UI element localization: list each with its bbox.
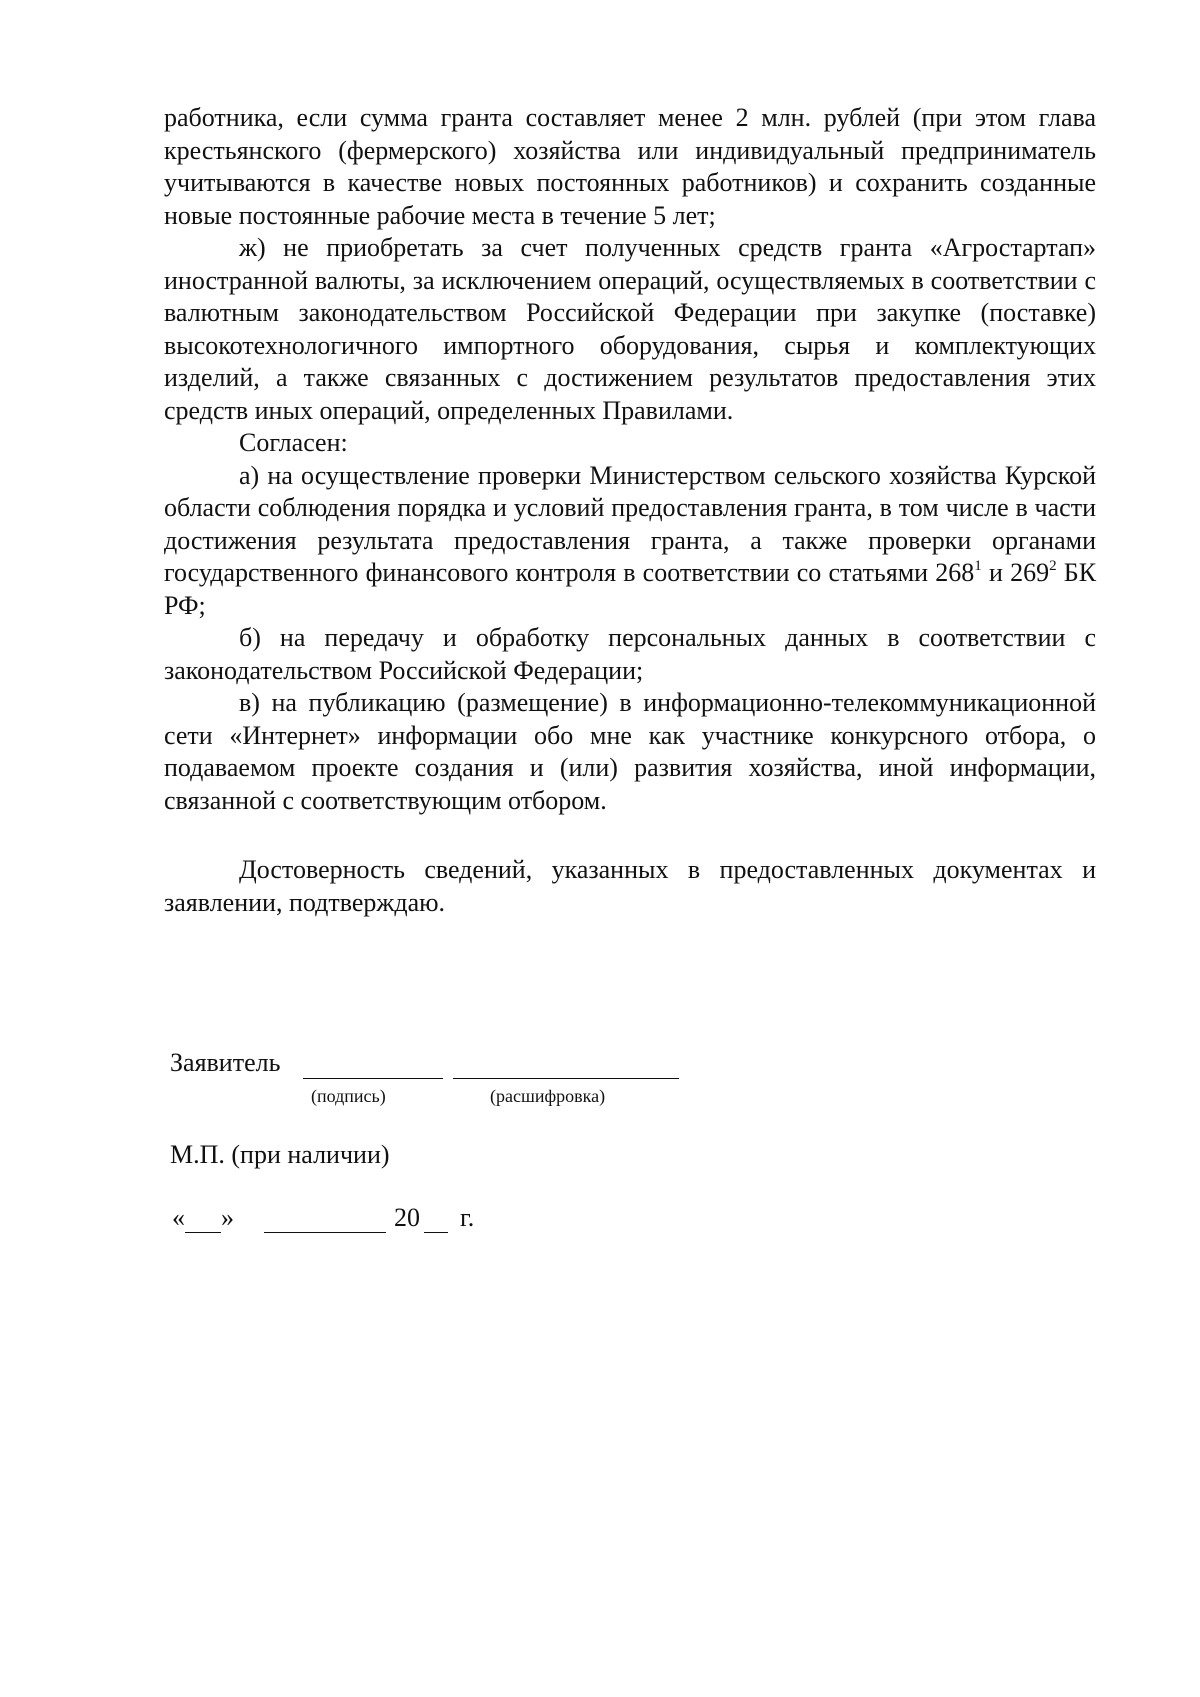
- paragraph-publication: в) на публикацию (размещение) в информационно-телекоммуникационной сети «Интернет» информации обо мне как участнике конкурсного отбора, о подаваемом проекте создания и (или) развития хозяйства, иной информации, связанной с соответствующим отбором.: [164, 688, 1096, 815]
- paragraph-currency: ж) не приобретать за счет полученных средств гранта «Агростартап» иностранной валюты, за исключением операций, осуществляемых в соответствии с валютным законодательством Российской Федерации при закупке (поставке) высокотехнологичного импортного оборудования, сырья и комплектующих изделий, а также связанных с достижением результатов предоставления этих средств иных операций, определенных Правилами.: [164, 233, 1096, 425]
- signature-caption: (подпись): [311, 1086, 386, 1106]
- seal-label: М.П. (при наличии): [170, 1140, 390, 1169]
- conjunction: и: [988, 558, 1003, 587]
- day-line: [185, 1232, 221, 1233]
- date-open-quote: «: [172, 1203, 185, 1232]
- article-ref-2: $269^2$: [1010, 558, 1057, 587]
- signature-line: [303, 1078, 443, 1079]
- decoding-caption: (расшифровка): [490, 1086, 606, 1106]
- date-field: [172, 1203, 572, 1243]
- paragraph-confirmation: Достоверность сведений, указанных в предоставленных документах и заявлении, подтверждаю.: [164, 855, 1096, 917]
- signature-block: [170, 1048, 770, 1108]
- date-close-quote: »: [221, 1203, 234, 1232]
- year-prefix: 20: [394, 1203, 420, 1232]
- decoding-line: [453, 1078, 679, 1079]
- agree-heading: Согласен:: [239, 428, 348, 457]
- document-body: [164, 102, 1096, 919]
- year-suffix: г.: [460, 1203, 475, 1232]
- paragraph-inspection-text: а) на осуществление проверки Министерством сельского хозяйства Курской области соблюдения порядка и условий предоставления гранта, в том числе в части достижения результата предоставления гранта, а также проверки органами государственного финансового контроля в соответствии со статьями: [164, 460, 1096, 587]
- paragraph-inspection-tail: БК РФ;: [164, 558, 1097, 620]
- paragraph-employment: работника, если сумма гранта составляет менее 2 млн. рублей (при этом глава крестьянского (фермерского) хозяйства или индивидуальный предприниматель учитываются в качестве новых постоянных работников) и сохранить созданные новые постоянные рабочие места в течение 5 лет;: [164, 103, 1096, 230]
- paragraph-inspection: [164, 460, 1096, 623]
- year-line: [424, 1232, 448, 1233]
- article-ref-1: $268^1$: [935, 558, 982, 587]
- month-line: [264, 1232, 386, 1233]
- applicant-label: Заявитель: [170, 1048, 281, 1077]
- paragraph-personal-data: б) на передачу и обработку персональных данных в соответствии с законодательством Российской Федерации;: [164, 623, 1096, 685]
